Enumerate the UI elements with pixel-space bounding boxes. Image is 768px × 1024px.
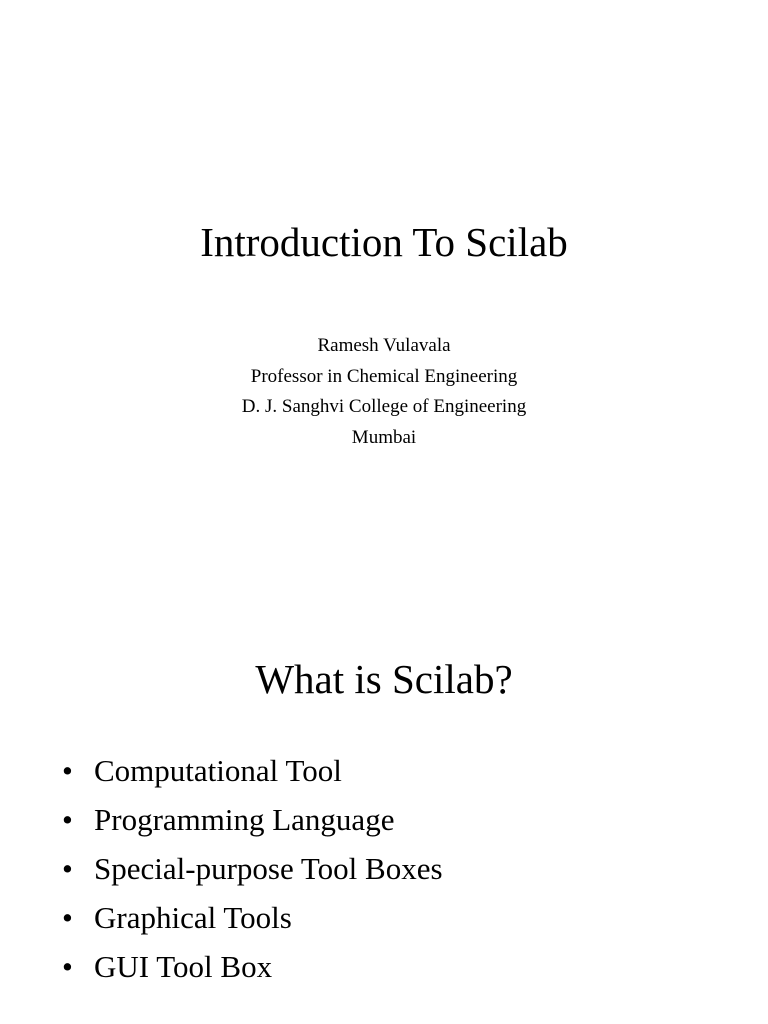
bullet-text: Graphical Tools bbox=[94, 900, 292, 935]
author-institution: D. J. Sanghvi College of Engineering bbox=[241, 396, 527, 417]
bullet-icon: • bbox=[62, 851, 73, 886]
bullet-item bbox=[62, 942, 443, 991]
bullet-item bbox=[62, 746, 443, 795]
bullet-item bbox=[62, 844, 443, 893]
slide-title: What is Scilab? bbox=[255, 656, 513, 702]
author-info bbox=[0, 331, 768, 453]
content-slide bbox=[0, 576, 768, 1024]
bullet-icon: • bbox=[62, 949, 73, 984]
author-position: Professor in Chemical Engineering bbox=[250, 365, 518, 387]
bullet-text: Programming Language bbox=[94, 802, 395, 837]
bullet-text: GUI Tool Box bbox=[94, 949, 273, 984]
bullet-text: Computational Tool bbox=[94, 753, 342, 788]
bullet-item bbox=[62, 893, 443, 942]
bullet-list bbox=[62, 746, 443, 991]
author-city: Mumbai bbox=[351, 426, 417, 448]
author-name: Ramesh Vulavala bbox=[317, 335, 451, 356]
bullet-icon: • bbox=[62, 802, 73, 837]
slide-title: Introduction To Scilab bbox=[200, 219, 568, 265]
bullet-text: Special-purpose Tool Boxes bbox=[94, 851, 443, 886]
bullet-icon: • bbox=[62, 900, 73, 935]
bullet-icon: • bbox=[62, 753, 73, 788]
bullet-item bbox=[62, 795, 443, 844]
